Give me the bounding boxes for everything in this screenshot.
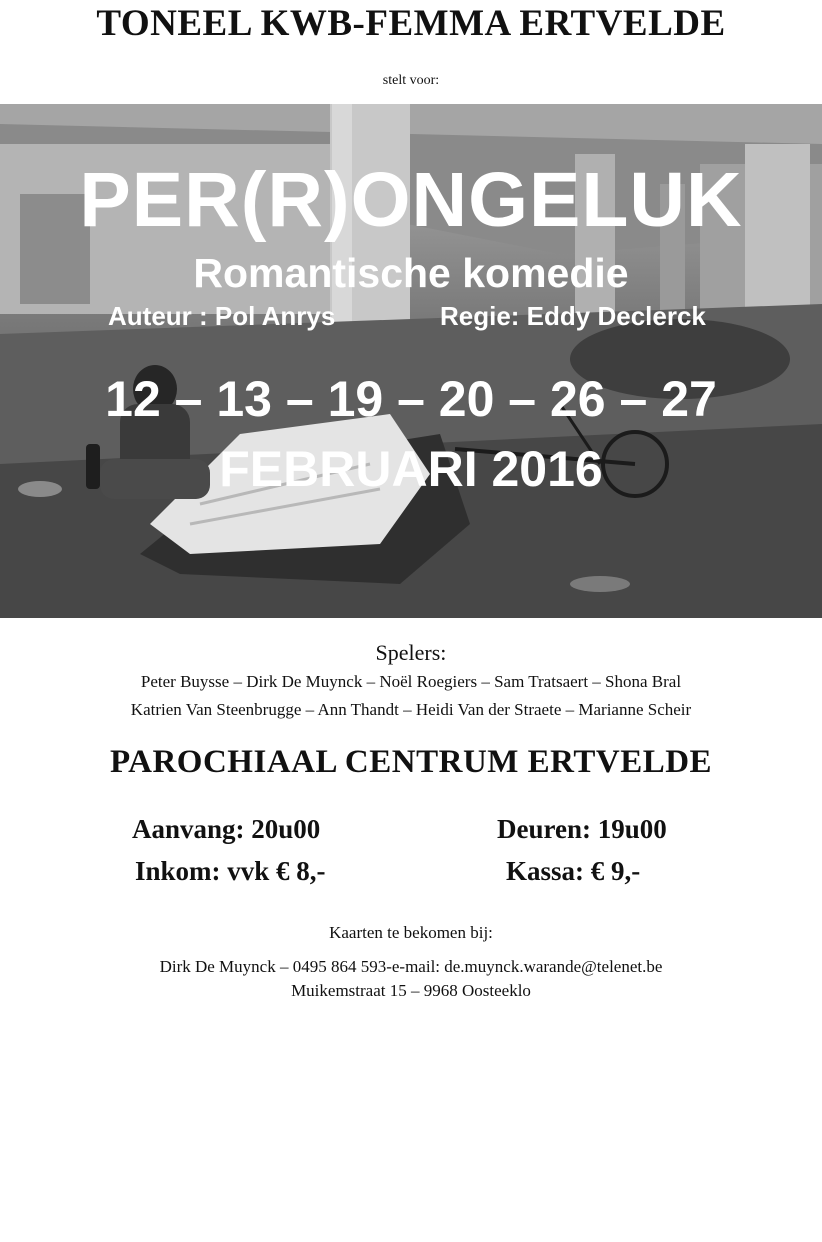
players-line-2: Katrien Van Steenbrugge – Ann Thandt – Heidi Van der Straete – Marianne Scheir bbox=[130, 700, 692, 719]
poster-photo bbox=[0, 104, 822, 618]
venue-name: PAROCHIAAL CENTRUM ERTVELDE bbox=[109, 744, 713, 780]
performance-dates: 12 – 13 – 19 – 20 – 26 – 27 bbox=[105, 371, 717, 427]
entry-price-presale: Inkom: vvk € 8,- bbox=[135, 856, 326, 886]
presents-text: stelt voor: bbox=[382, 73, 440, 88]
organizer-title: TONEEL KWB-FEMMA ERTVELDE bbox=[96, 3, 726, 44]
contact-line: Dirk De Muynck – 0495 864 593-e-mail: de.muynck.warande@telenet.be bbox=[159, 957, 663, 976]
start-time: Aanvang: 20u00 bbox=[132, 814, 321, 844]
performance-month: FEBRUARI 2016 bbox=[219, 441, 603, 497]
play-genre: Romantische komedie bbox=[193, 250, 629, 296]
players-line-1: Peter Buysse – Dirk De Muynck – Noël Roegiers – Sam Tratsaert – Shona Bral bbox=[140, 672, 682, 691]
author-credit: Auteur : Pol Anrys bbox=[108, 301, 336, 331]
doors-time: Deuren: 19u00 bbox=[497, 814, 667, 844]
address-line: Muikemstraat 15 – 9968 Oosteeklo bbox=[291, 981, 531, 1000]
box-office-price: Kassa: € 9,- bbox=[506, 856, 641, 886]
director-credit: Regie: Eddy Declerck bbox=[440, 301, 706, 331]
tickets-heading: Kaarten te bekomen bij: bbox=[329, 923, 493, 942]
players-heading: Spelers: bbox=[375, 640, 447, 665]
play-title: PER(R)ONGELUK bbox=[79, 157, 743, 243]
